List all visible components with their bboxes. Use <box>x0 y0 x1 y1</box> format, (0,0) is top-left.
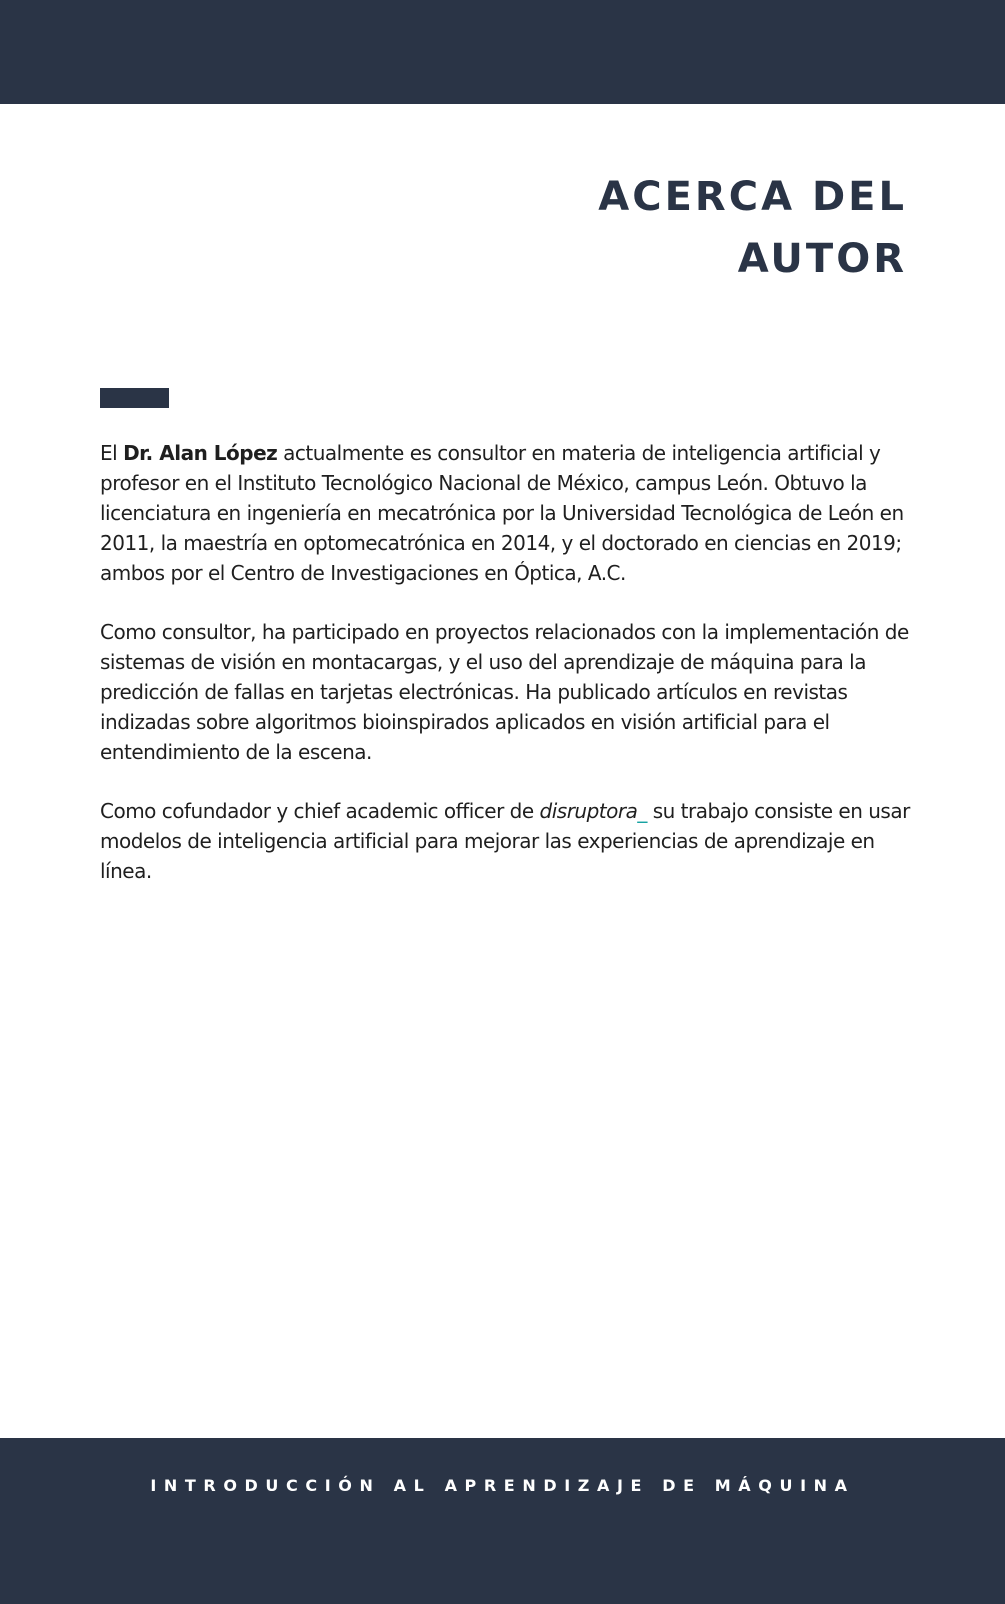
page-title-line-1: ACERCA DEL <box>598 174 907 220</box>
footer-banner <box>0 1438 1005 1604</box>
top-banner <box>0 0 1005 104</box>
bio-p3-prefix: Como cofundador y chief academic officer de <box>100 799 540 823</box>
accent-divider <box>100 388 169 408</box>
author-name: Dr. Alan López <box>123 441 278 465</box>
bio-paragraph-1 <box>100 438 920 588</box>
bio-p1-prefix: El <box>100 441 124 465</box>
page-title-line-2: AUTOR <box>737 236 907 282</box>
brand-name: disruptora <box>539 799 638 823</box>
bio-p1-rest: actualmente es consultor en materia de inteligencia artificial y profesor en el Instituto Tecnológico Nacional de México, campus León. Obtuvo la licenciatura en ingeniería en mecatrónica por la Universidad Tecnológica de León en 2011, la maestría en optomecatrónica en 2014, y el doctorado en ciencias en 2019; ambos por el Centro de Investigaciones en Óptica, A.C. <box>100 441 904 585</box>
bio-p3-rest: su trabajo consiste en usar modelos de inteligencia artificial para mejorar las experiencias de aprendizaje en línea. <box>100 799 910 883</box>
bio-paragraph-2: Como consultor, ha participado en proyectos relacionados con la implementación de sistemas de visión en montacargas, y el uso del aprendizaje de máquina para la predicción de fallas en tarjetas electrónicas. Ha publicado artículos en revistas indizadas sobre algoritmos bioinspirados aplicados en visión artificial para el entendimiento de la escena. <box>100 620 909 764</box>
bio-paragraph-3 <box>100 796 920 886</box>
page-title <box>487 166 907 290</box>
footer-book-title: INTRODUCCIÓN AL APRENDIZAJE DE MÁQUINA <box>150 1476 855 1495</box>
author-bio <box>100 438 920 915</box>
brand-cursor: _ <box>637 799 647 823</box>
